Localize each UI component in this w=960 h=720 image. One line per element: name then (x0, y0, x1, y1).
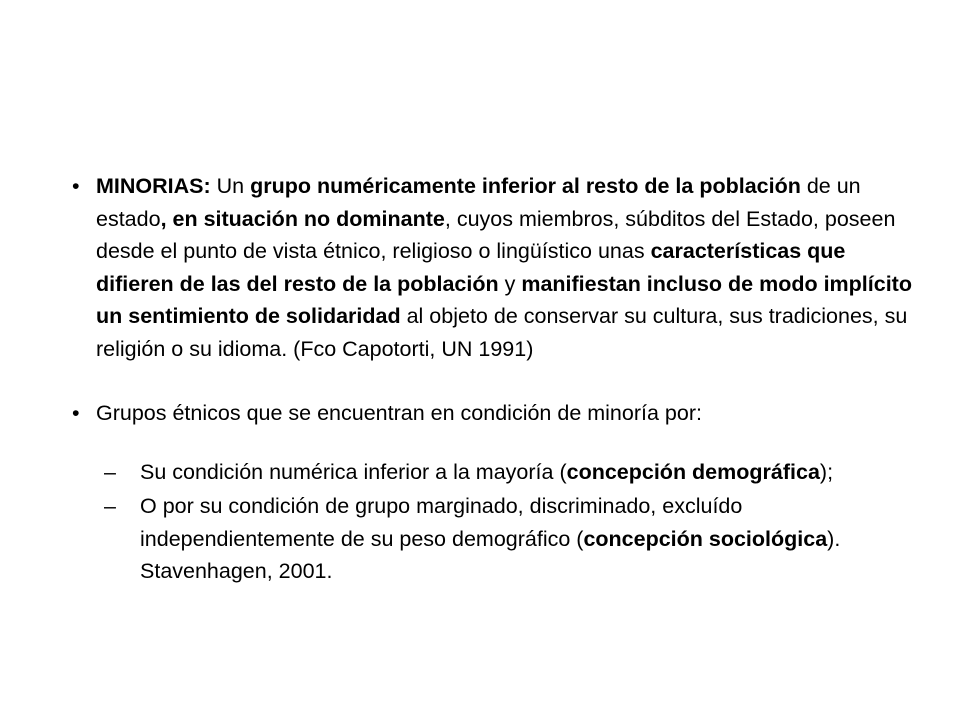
p2-text: Grupos étnicos que se encuentran en condición de minoría por: (96, 401, 702, 425)
p1-text-1: Un (210, 174, 251, 198)
p1-term: MINORIAS: (96, 174, 211, 198)
bullet-dot: • (72, 174, 80, 198)
sub2-bold: concepción sociológica (583, 526, 828, 551)
sub1-bold: concepción demográfica (566, 459, 820, 484)
p1-bold-2: , en situación no dominante (160, 206, 445, 231)
sub-item-sociologica (72, 490, 912, 588)
p1-text-3: , cuyos miembros, súbditos del Estado, poseen desde el punto de vista étnico, religioso o lingüístico unas (96, 206, 896, 263)
bullet-item-grupos (72, 397, 912, 430)
sub2-text-1: O por su condición de grupo marginado, discriminado, excluído independientemente de su peso demográfico ( (140, 494, 743, 551)
p1-text-4: y (498, 271, 522, 296)
sub1-text-2: ); (819, 459, 834, 484)
sub1-text-1: Su condición numérica inferior a la mayoría ( (140, 459, 567, 484)
p1-bold-1: grupo numéricamente inferior al resto de la población (250, 174, 801, 198)
sub2-text-2: ). Stavenhagen, 2001. (140, 526, 841, 583)
p1-text-5: al objeto de conservar su cultura, sus tradiciones, su religión o su idioma. (Fco Capotorti, UN 1991) (96, 304, 908, 361)
sub-item-demografica (72, 456, 912, 489)
p1-bold-4: manifiestan incluso de modo implícito un sentimiento de solidaridad (96, 271, 912, 328)
bullet-dash: – (104, 459, 116, 484)
bullet-dash: – (104, 494, 116, 518)
slide-content (72, 170, 912, 588)
bullet-item-minorias (72, 170, 912, 365)
p1-text-2: de un estado (96, 174, 861, 231)
p1-bold-3: características que difieren de las del resto de la población (96, 239, 846, 296)
bullet-dot: • (72, 401, 80, 425)
